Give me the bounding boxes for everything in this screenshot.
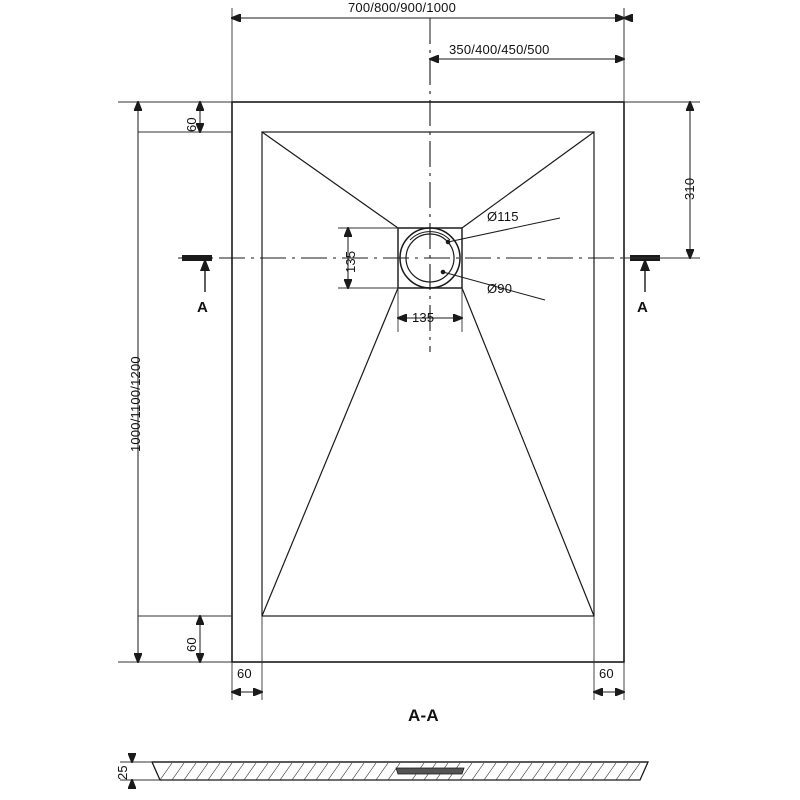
- dim-label-top-60: 60: [184, 117, 199, 132]
- dim-label-left-overall: 1000/1100/1200: [128, 356, 143, 452]
- slope-lines: [262, 132, 594, 616]
- dim-label-top-overall: 700/800/900/1000: [348, 0, 457, 15]
- dim-label-inner-diameter: Ø90: [487, 281, 513, 296]
- dim-label-thickness: 25: [115, 765, 130, 780]
- dim-label-outer-diameter: Ø115: [487, 209, 519, 224]
- tray-inner-field: [262, 132, 594, 616]
- section-mark-left: [182, 258, 212, 292]
- dim-label-right-310: 310: [682, 177, 697, 200]
- section-title: A-A: [408, 706, 439, 725]
- dim-label-foot-right-60: 60: [599, 666, 614, 681]
- dim-label-bottom-60: 60: [184, 637, 199, 652]
- section-mark-label-right: A: [637, 299, 649, 316]
- section-mark-right: [630, 258, 660, 292]
- tray-outline: [232, 102, 624, 662]
- section-view: [120, 756, 648, 786]
- dim-label-top-center: 350/400/450/500: [449, 42, 550, 57]
- dim-label-drain-vertical: 135: [343, 250, 358, 273]
- dim-label-foot-left-60: 60: [237, 666, 252, 681]
- section-mark-label-left: A: [197, 299, 209, 316]
- dim-label-drain-horizontal: 135: [412, 310, 435, 325]
